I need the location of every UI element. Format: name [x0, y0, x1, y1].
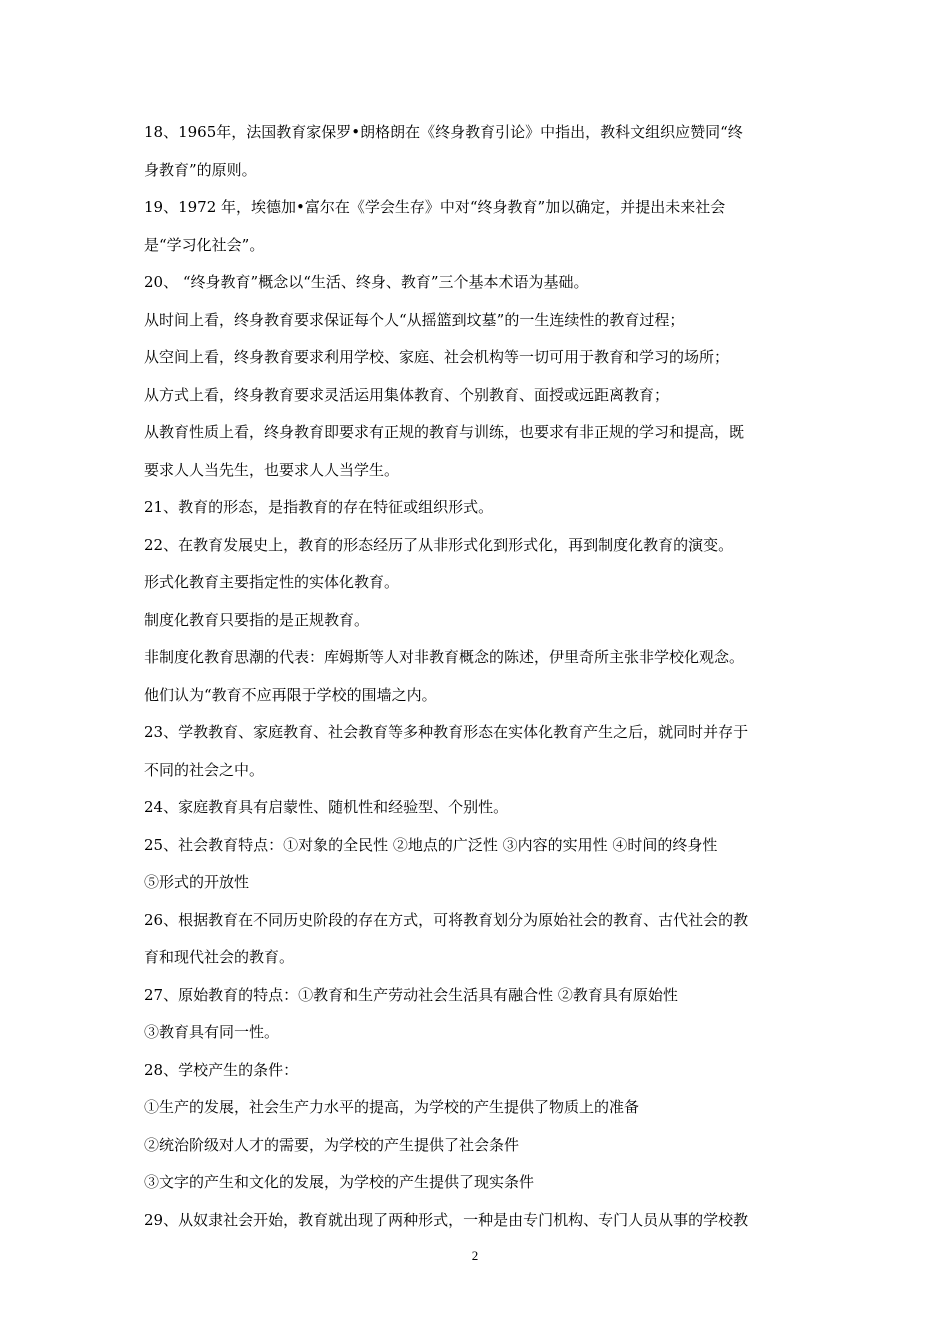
- text-line: 23、学教教育、家庭教育、社会教育等多种教育形态在实体化教育产生之后，就同时并存于: [144, 723, 749, 741]
- text-line: ①生产的发展，社会生产力水平的提高，为学校的产生提供了物质上的准备: [144, 1098, 640, 1116]
- text-line: 24、家庭教育具有启蒙性、随机性和经验型、个别性。: [144, 798, 509, 816]
- text-line: ②统治阶级对人才的需要，为学校的产生提供了社会条件: [144, 1135, 520, 1154]
- text-line: 从教育性质上看，终身教育即要求有正规的教育与训练，也要求有非正规的学习和提高，既: [144, 423, 745, 441]
- text-line: 形式化教育主要指定性的实体化教育。: [144, 573, 400, 591]
- text-line: 21、教育的形态，是指教育的存在特征或组织形式。: [144, 498, 494, 516]
- page-number: 2: [471, 1248, 479, 1263]
- text-line: 18、1965年，法国教育家保罗•朗格朗在《终身教育引论》中指出，教科文组织应赞同“终: [144, 123, 743, 141]
- text-line: 29、从奴隶社会开始，教育就出现了两种形式，一种是由专门机构、专门人员从事的学校教: [144, 1210, 749, 1229]
- text-line: 22、在教育发展史上，教育的形态经历了从非形式化到形式化，再到制度化教育的演变。: [144, 535, 734, 554]
- text-line: 28、学校产生的条件：: [144, 1060, 299, 1079]
- text-line: 非制度化教育思潮的代表：库姆斯等人对非教育概念的陈述，伊里奇所主张非学校化观念。: [144, 648, 745, 666]
- text-line: ③文字的产生和文化的发展，为学校的产生提供了现实条件: [144, 1173, 535, 1191]
- text-line: 育和现代社会的教育。: [144, 948, 295, 966]
- text-line: 身教育”的原则。: [144, 160, 257, 179]
- text-line: 从空间上看，终身教育要求利用学校、家庭、社会机构等一切可用于教育和学习的场所；: [144, 348, 730, 366]
- text-line: 制度化教育只要指的是正规教育。: [144, 610, 370, 629]
- text-line: 25、社会教育特点：①对象的全民性 ②地点的广泛性 ③内容的实用性 ④时间的终身性: [144, 835, 718, 854]
- text-line: 要求人人当先生，也要求人人当学生。: [144, 460, 400, 479]
- text-line: 是“学习化社会”。: [144, 235, 265, 254]
- text-line: 他们认为“教育不应再限于学校的围墙之内。: [144, 685, 437, 704]
- text-line: 19、1972 年，埃德加•富尔在《学会生存》中对“终身教育”加以确定，并提出未来社会: [144, 198, 726, 216]
- text-line: 27、原始教育的特点：①教育和生产劳动社会生活具有融合性 ②教育具有原始性: [144, 985, 678, 1004]
- text-line: 从时间上看，终身教育要求保证每个人“从摇篮到坟墓”的一生连续性的教育过程；: [144, 310, 685, 329]
- text-line: 26、根据教育在不同历史阶段的存在方式，可将教育划分为原始社会的教育、古代社会的教: [144, 910, 749, 929]
- text-line: ⑤形式的开放性: [144, 873, 250, 891]
- text-line: 不同的社会之中。: [144, 760, 265, 779]
- text-line: ③教育具有同一性。: [144, 1023, 280, 1041]
- text-line: 从方式上看，终身教育要求灵活运用集体教育、个别教育、面授或远距离教育；: [144, 385, 670, 404]
- document-body: [144, 114, 810, 1239]
- text-line: 20、 “终身教育”概念以“生活、终身、教育”三个基本术语为基础。: [144, 273, 589, 291]
